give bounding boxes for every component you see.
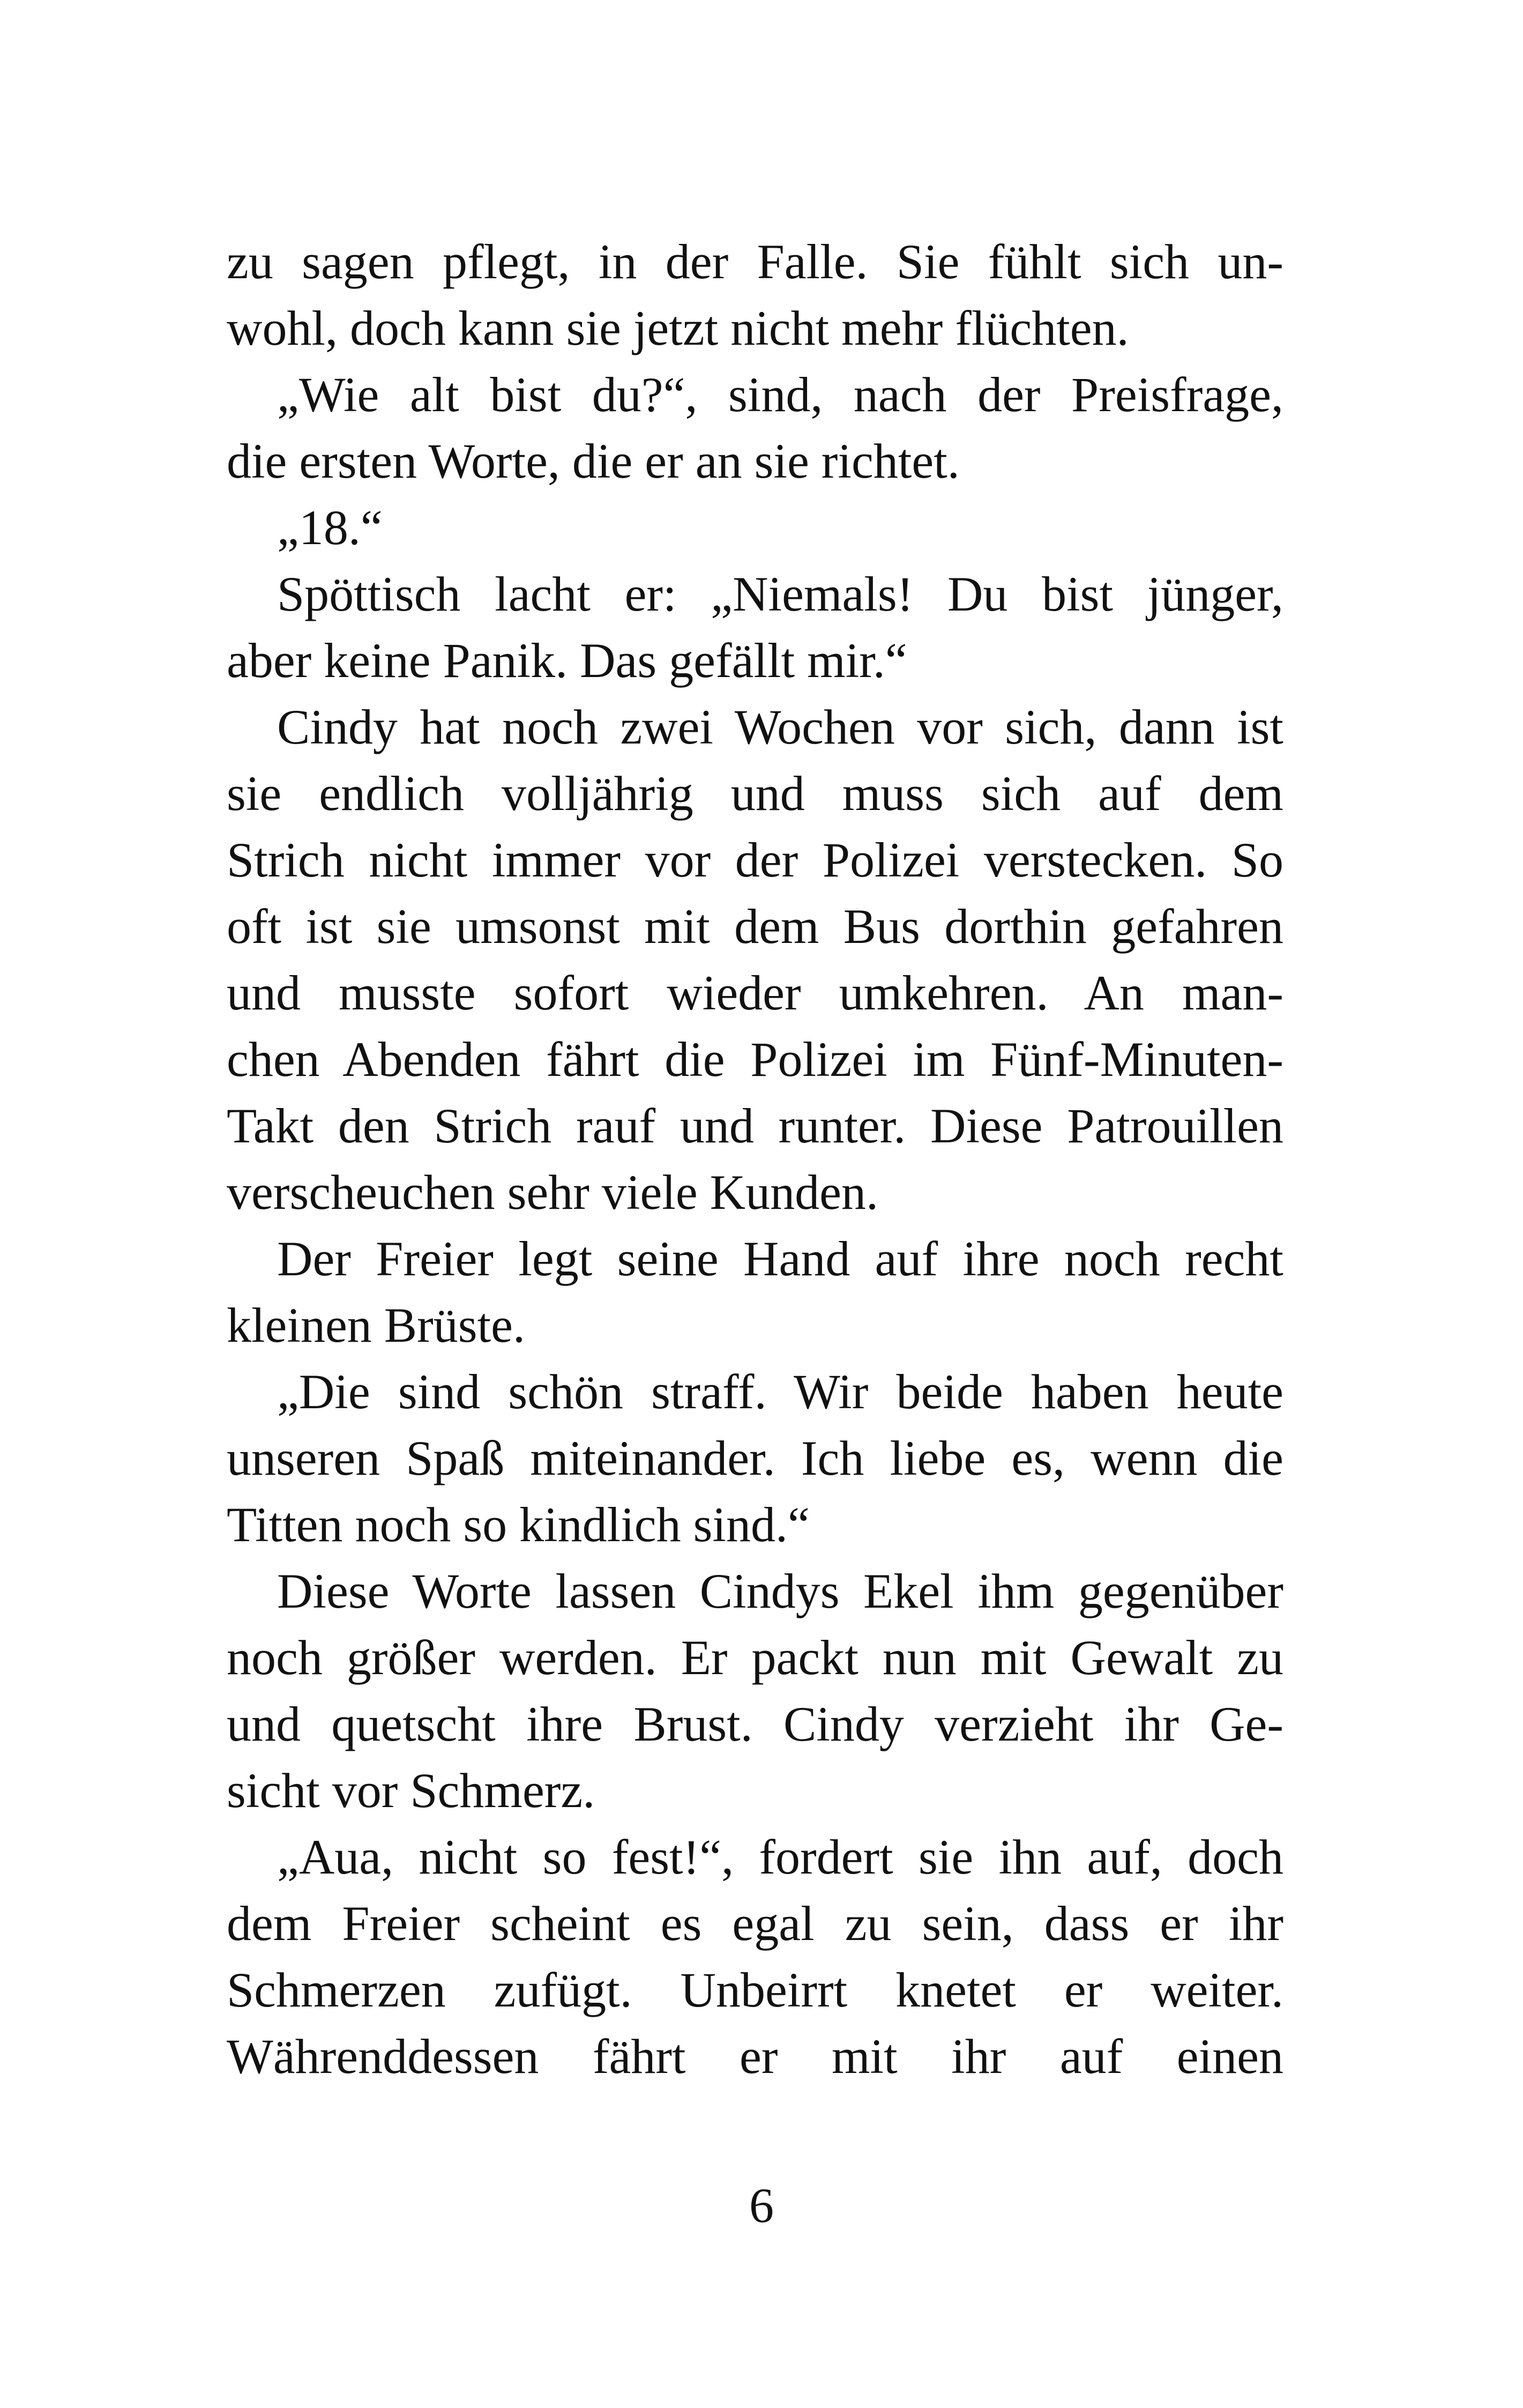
- text-line: Währenddessen fährt er mit ihr auf einen: [227, 2029, 1283, 2084]
- text-line: und quetscht ihre Brust. Cindy verzieht ihr Ge-: [227, 1697, 1283, 1751]
- text-line: Takt den Strich rauf und runter. Diese Patrouillen: [227, 1098, 1283, 1153]
- text-line: „Die sind schön straff. Wir beide haben heute: [277, 1364, 1283, 1419]
- text-line: zu sagen pflegt, in der Falle. Sie fühlt sich un-: [227, 234, 1283, 289]
- text-line: dem Freier scheint es egal zu sein, dass er ihr: [227, 1896, 1283, 1951]
- text-line: kleinen Brüste.: [227, 1298, 525, 1352]
- text-line: chen Abenden fährt die Polizei im Fünf-Minuten-: [227, 1032, 1283, 1087]
- text-line: wohl, doch kann sie jetzt nicht mehr flüchten.: [227, 301, 1129, 355]
- text-line: Titten noch so kindlich sind.“: [227, 1497, 810, 1552]
- text-line: noch größer werden. Er packt nun mit Gewalt zu: [227, 1630, 1283, 1685]
- body-text: [227, 228, 1283, 2090]
- text-line: aber keine Panik. Das gefällt mir.“: [227, 633, 907, 688]
- text-line: Diese Worte lassen Cindys Ekel ihm gegenüber: [277, 1564, 1283, 1618]
- text-line: die ersten Worte, die er an sie richtet.: [227, 434, 960, 488]
- text-line: oft ist sie umsonst mit dem Bus dorthin gefahren: [227, 899, 1283, 954]
- text-line: Spöttisch lacht er: „Niemals! Du bist jünger,: [277, 567, 1283, 621]
- text-line: „Aua, nicht so fest!“, fordert sie ihn auf, doch: [277, 1830, 1283, 1884]
- text-line: „18.“: [277, 500, 383, 555]
- text-line: und musste sofort wieder umkehren. An man-: [227, 965, 1283, 1020]
- text-line: unseren Spaß miteinander. Ich liebe es, wenn die: [227, 1431, 1283, 1485]
- text-line: Schmerzen zufügt. Unbeirrt knetet er weiter.: [227, 1963, 1283, 2017]
- text-line: Strich nicht immer vor der Polizei verstecken. So: [227, 833, 1283, 887]
- page-number: 6: [749, 2178, 774, 2233]
- text-line: Der Freier legt seine Hand auf ihre noch recht: [277, 1231, 1283, 1286]
- text-line: verscheuchen sehr viele Kunden.: [227, 1165, 878, 1220]
- text-line: sie endlich volljährig und muss sich auf dem: [227, 766, 1283, 821]
- text-line: sicht vor Schmerz.: [227, 1763, 595, 1818]
- text-line: Cindy hat noch zwei Wochen vor sich, dann ist: [277, 700, 1283, 754]
- text-line: „Wie alt bist du?“, sind, nach der Preisfrage,: [277, 367, 1283, 422]
